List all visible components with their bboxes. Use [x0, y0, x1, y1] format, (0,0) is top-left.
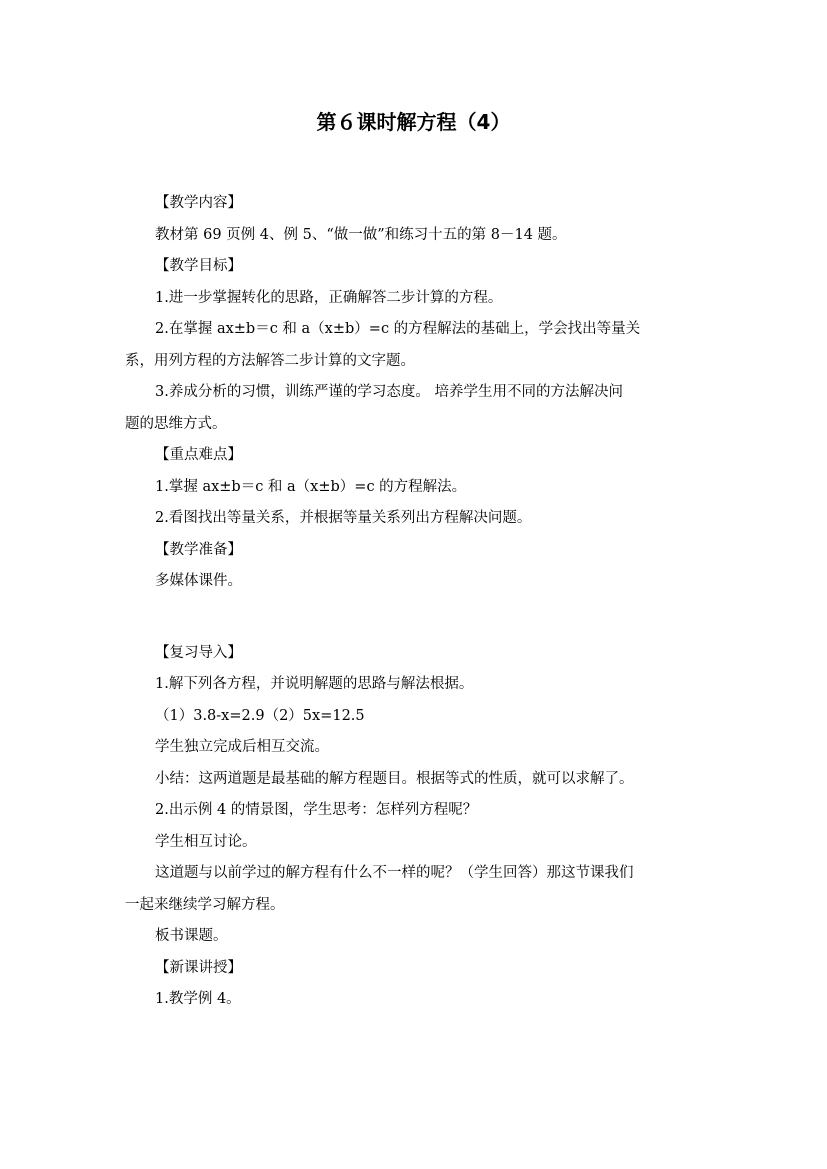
- review-item-2: 2.出示例 4 的情景图，学生思考：怎样列方程呢？: [155, 802, 478, 818]
- goal-item-3-line-2: 题的思维方式。: [125, 415, 227, 432]
- goal-item-3-line-1: 3.养成分析的习惯，训练严谨的学习态度。 培养学生用不同的方法解决问: [155, 384, 623, 400]
- section-heading-goals: 【教学目标】: [155, 258, 242, 274]
- content-text: 教材第 69 页例 4、例 5、“做一做”和练习十五的第 8－14 题。: [155, 226, 567, 243]
- section-heading-review: 【复习导入】: [155, 644, 242, 661]
- section-heading-new-lesson: 【新课讲授】: [155, 959, 242, 976]
- page-title: 第６课时解方程（4）: [316, 110, 511, 134]
- review-discuss: 学生相互讨论。: [155, 833, 257, 850]
- new-lesson-item-1: 1.教学例 4。: [155, 991, 241, 1007]
- goal-item-2-line-2: 系，用列方程的方法解答二步计算的文字题。: [125, 352, 415, 369]
- review-board: 板书课题。: [155, 928, 228, 944]
- key-point-2: 2.看图找出等量关系，并根据等量关系列出方程解决问题。: [155, 510, 532, 526]
- review-item-1: 1.解下列各方程，并说明解题的思路与解法根据。: [155, 676, 474, 692]
- review-question-line-2: 一起来继续学习解方程。: [125, 896, 285, 913]
- goal-item-2-line-1: 2.在掌握 ax±b＝c 和 a（x±b）=c 的方程解法的基础上，学会找出等量关: [155, 321, 641, 337]
- section-heading-preparation: 【教学准备】: [155, 541, 242, 558]
- review-equations: （1）3.8-x=2.9（2）5x=12.5: [155, 707, 365, 724]
- section-gap: [125, 598, 707, 638]
- preparation-text: 多媒体课件。: [155, 573, 242, 589]
- section-heading-key-points: 【重点难点】: [155, 447, 242, 463]
- document-body: [125, 188, 707, 1016]
- review-question-line-1: 这道题与以前学过的解方程有什么不一样的呢？（学生回答）那这节课我们: [155, 865, 634, 881]
- key-point-1: 1.掌握 ax±b＝c 和 a（x±b）=c 的方程解法。: [155, 478, 467, 495]
- section-heading-content: 【教学内容】: [155, 195, 242, 211]
- review-summary: 小结：这两道题是最基础的解方程题目。根据等式的性质，就可以求解了。: [155, 770, 634, 787]
- goal-item-1: 1.进一步掌握转化的思路，正确解答二步计算的方程。: [155, 289, 503, 306]
- review-students: 学生独立完成后相互交流。: [155, 739, 329, 755]
